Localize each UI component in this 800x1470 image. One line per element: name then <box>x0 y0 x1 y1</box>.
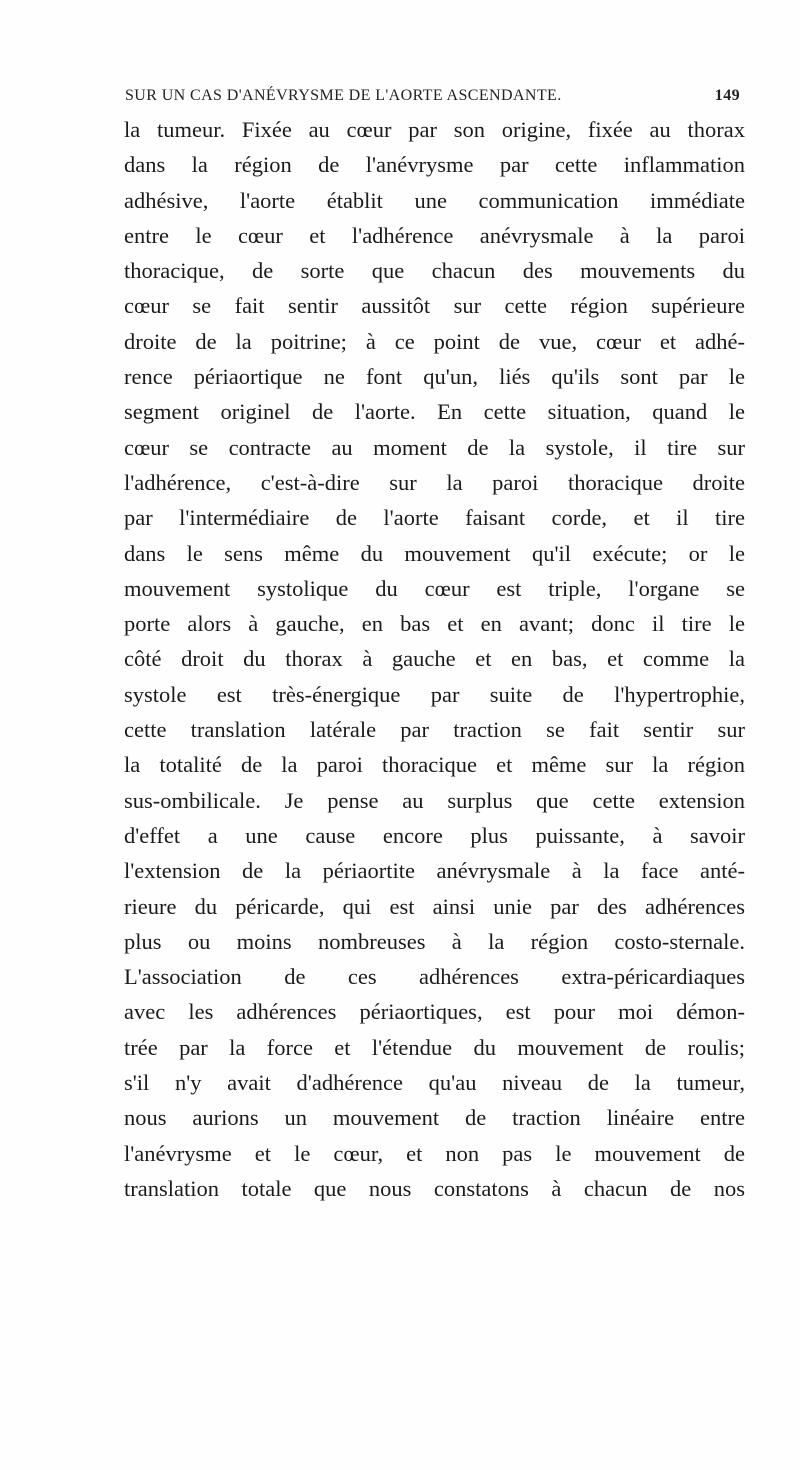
text-line: sus-ombilicale. Je pense au surplus que cette extension <box>124 787 745 813</box>
body-text <box>124 112 745 1206</box>
text-line: plus ou moins nombreuses à la région costo-sternale. <box>124 928 745 954</box>
text-line: la totalité de la paroi thoracique et même sur la région <box>124 752 745 778</box>
text-line: segment originel de l'aorte. En cette situation, quand le <box>124 399 745 425</box>
text-line: s'il n'y avait d'adhérence qu'au niveau de la tumeur, <box>124 1070 745 1096</box>
text-line: l'adhérence, c'est-à-dire sur la paroi thoracique droite <box>124 469 745 495</box>
text-line: cœur se contracte au moment de la systole, il tire sur <box>124 434 745 460</box>
text-line: cette translation latérale par traction se fait sentir sur <box>124 717 745 743</box>
text-line: avec les adhérences périaortiques, est pour moi démon- <box>124 999 745 1025</box>
text-line: nous aurions un mouvement de traction linéaire entre <box>124 1105 745 1131</box>
text-line: cœur se fait sentir aussitôt sur cette région supérieure <box>124 293 745 319</box>
running-head <box>125 87 740 111</box>
text-line: porte alors à gauche, en bas et en avant; donc il tire le <box>124 611 745 637</box>
running-title: SUR UN CAS D'ANÉVRYSME DE L'AORTE ASCENDANTE. <box>125 87 562 104</box>
text-line: rence périaortique ne font qu'un, liés qu'ils sont par le <box>124 364 745 390</box>
text-line: rieure du péricarde, qui est ainsi unie par des adhérences <box>124 893 745 919</box>
text-line: adhésive, l'aorte établit une communication immédiate <box>124 187 745 213</box>
text-line: translation totale que nous constatons à chacun de nos <box>124 1175 745 1201</box>
text-line: côté droit du thorax à gauche et en bas, et comme la <box>124 646 745 672</box>
text-line: par l'intermédiaire de l'aorte faisant corde, et il tire <box>124 505 745 531</box>
text-line: d'effet a une cause encore plus puissante, à savoir <box>124 822 745 848</box>
text-line: dans le sens même du mouvement qu'il exécute; or le <box>124 540 745 566</box>
text-line: mouvement systolique du cœur est triple, l'organe se <box>124 575 745 601</box>
text-line: systole est très-énergique par suite de l'hypertrophie, <box>124 681 745 707</box>
text-line: dans la région de l'anévrysme par cette inflammation <box>124 152 745 178</box>
text-line: l'anévrysme et le cœur, et non pas le mouvement de <box>124 1140 745 1166</box>
text-line: trée par la force et l'étendue du mouvement de roulis; <box>124 1034 745 1060</box>
text-line: l'extension de la périaortite anévrysmale à la face anté- <box>124 858 745 884</box>
text-line: entre le cœur et l'adhérence anévrysmale à la paroi <box>124 222 745 248</box>
page-number: 149 <box>714 87 740 104</box>
text-line: la tumeur. Fixée au cœur par son origine, fixée au thorax <box>124 117 745 142</box>
text-line: thoracique, de sorte que chacun des mouvements du <box>124 258 745 284</box>
text-line: L'association de ces adhérences extra-péricardiaques <box>124 964 745 990</box>
text-line: droite de la poitrine; à ce point de vue, cœur et adhé- <box>124 328 745 354</box>
